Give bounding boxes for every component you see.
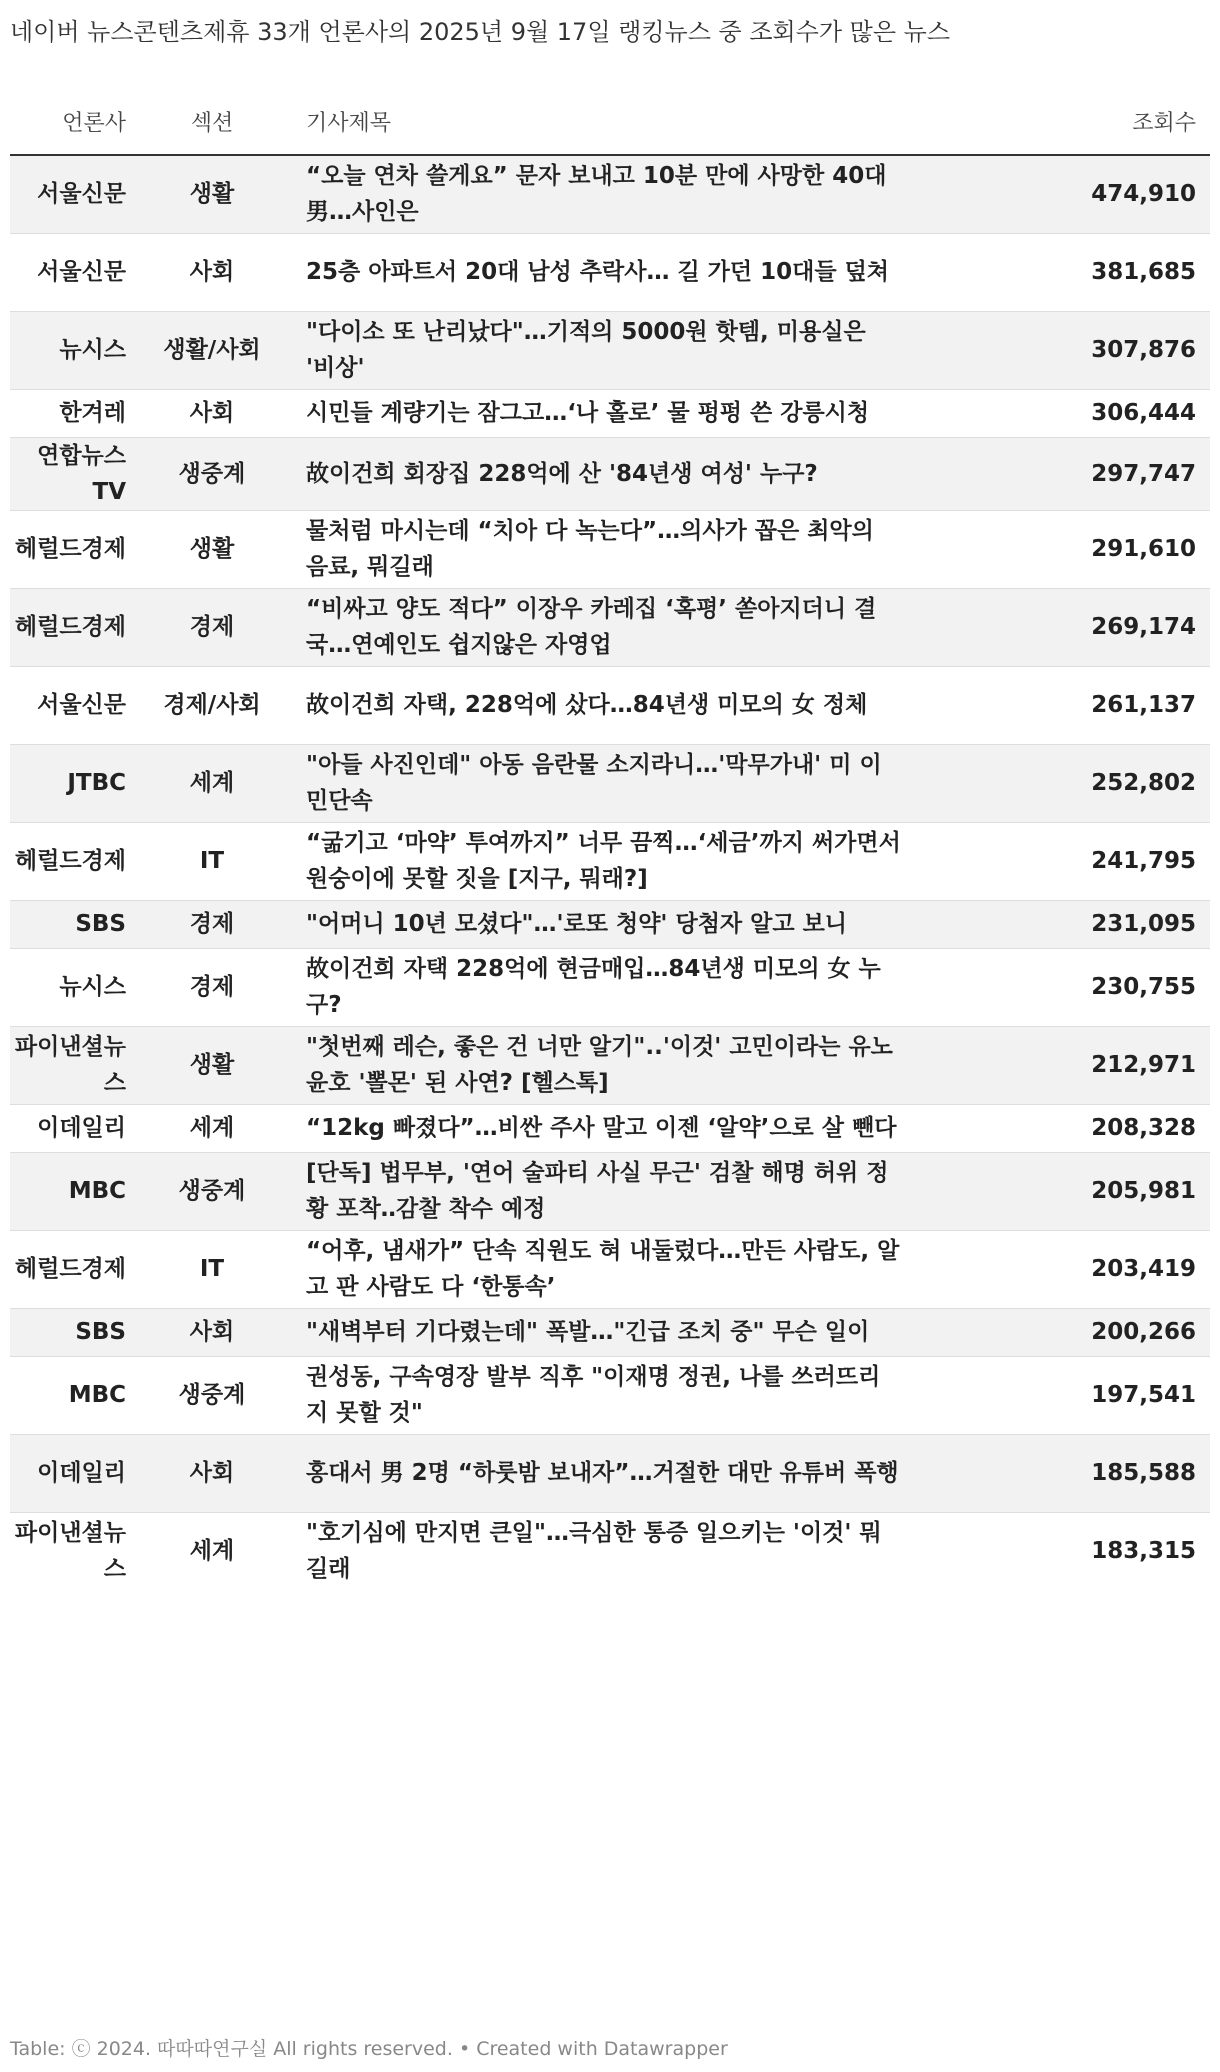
headline-cell[interactable]: “12kg 빠졌다”…비싼 주사 말고 이젠 ‘알약’으로 살 뺀다	[292, 1104, 932, 1152]
section-cell: 세계	[132, 744, 292, 822]
table-body	[10, 155, 1210, 1590]
views-cell: 212,971	[932, 1026, 1210, 1104]
headline-cell[interactable]: “어후, 냄새가” 단속 직원도 혀 내둘렀다…만든 사람도, 알고 판 사람도 다 ‘한통속’	[292, 1230, 932, 1308]
section-cell: 경제	[132, 588, 292, 666]
publisher-cell: 이데일리	[10, 1434, 132, 1512]
section-cell: 경제	[132, 900, 292, 948]
column-header-section[interactable]: 섹션	[132, 88, 292, 155]
table-row	[10, 437, 1210, 510]
headline-cell[interactable]: 물처럼 마시는데 “치아 다 녹는다”…의사가 꼽은 최악의 음료, 뭐길래	[292, 510, 932, 588]
headline-cell[interactable]: 시민들 계량기는 잠그고…‘나 홀로’ 물 펑펑 쓴 강릉시청	[292, 389, 932, 437]
section-cell: 사회	[132, 233, 292, 311]
section-cell: 사회	[132, 389, 292, 437]
table-row	[10, 744, 1210, 822]
headline-cell[interactable]: 권성동, 구속영장 발부 직후 "이재명 정권, 나를 쓰러뜨리지 못할 것"	[292, 1356, 932, 1434]
views-cell: 291,610	[932, 510, 1210, 588]
publisher-cell: 서울신문	[10, 233, 132, 311]
publisher-cell: SBS	[10, 900, 132, 948]
views-cell: 474,910	[932, 155, 1210, 233]
table-row	[10, 1230, 1210, 1308]
views-cell: 297,747	[932, 437, 1210, 510]
table-row	[10, 822, 1210, 900]
column-header-publisher[interactable]: 언론사	[10, 88, 132, 155]
publisher-cell: MBC	[10, 1356, 132, 1434]
publisher-cell: 헤럴드경제	[10, 588, 132, 666]
headline-cell[interactable]: "첫번째 레슨, 좋은 건 너만 알기"..'이것' 고민이라는 유노윤호 '뽈몬' 된 사연? [헬스톡]	[292, 1026, 932, 1104]
section-cell: 사회	[132, 1308, 292, 1356]
section-cell: 사회	[132, 1434, 292, 1512]
table-row	[10, 1308, 1210, 1356]
table-row	[10, 588, 1210, 666]
table-row	[10, 1356, 1210, 1434]
views-cell: 381,685	[932, 233, 1210, 311]
table-row	[10, 155, 1210, 233]
publisher-cell: 헤럴드경제	[10, 510, 132, 588]
views-cell: 183,315	[932, 1512, 1210, 1590]
views-cell: 307,876	[932, 311, 1210, 389]
table-row	[10, 900, 1210, 948]
views-cell: 306,444	[932, 389, 1210, 437]
headline-cell[interactable]: 故이건희 자택 228억에 현금매입…84년생 미모의 女 누구?	[292, 948, 932, 1026]
section-cell: 생활	[132, 1026, 292, 1104]
publisher-cell: JTBC	[10, 744, 132, 822]
publisher-cell: 서울신문	[10, 155, 132, 233]
views-cell: 261,137	[932, 666, 1210, 744]
publisher-cell: 파이낸셜뉴스	[10, 1512, 132, 1590]
views-cell: 205,981	[932, 1152, 1210, 1230]
views-cell: 252,802	[932, 744, 1210, 822]
table-footer: Table: ⓒ 2024. 따따따연구실 All rights reserved. • Created with Datawrapper	[10, 2038, 728, 2060]
table-row	[10, 1434, 1210, 1512]
views-cell: 208,328	[932, 1104, 1210, 1152]
publisher-cell: 연합뉴스TV	[10, 437, 132, 510]
headline-cell[interactable]: “굶기고 ‘마약’ 투여까지” 너무 끔찍…‘세금’까지 써가면서 원숭이에 못할 짓을 [지구, 뭐래?]	[292, 822, 932, 900]
table-row	[10, 666, 1210, 744]
headline-cell[interactable]: "호기심에 만지면 큰일"…극심한 통증 일으키는 '이것' 뭐길래	[292, 1512, 932, 1590]
headline-cell[interactable]: "다이소 또 난리났다"…기적의 5000원 핫템, 미용실은 '비상'	[292, 311, 932, 389]
table-row	[10, 1026, 1210, 1104]
headline-cell[interactable]: "아들 사진인데" 아동 음란물 소지라니…'막무가내' 미 이민단속	[292, 744, 932, 822]
publisher-cell: 뉴시스	[10, 311, 132, 389]
publisher-cell: 뉴시스	[10, 948, 132, 1026]
section-cell: 경제/사회	[132, 666, 292, 744]
views-cell: 230,755	[932, 948, 1210, 1026]
section-cell: IT	[132, 822, 292, 900]
headline-cell[interactable]: “오늘 연차 쓸게요” 문자 보내고 10분 만에 사망한 40대男…사인은	[292, 155, 932, 233]
views-cell: 200,266	[932, 1308, 1210, 1356]
column-header-views[interactable]: 조회수	[932, 88, 1210, 155]
headline-cell[interactable]: [단독] 법무부, '연어 술파티 사실 무근' 검찰 해명 허위 정황 포착‥감찰 착수 예정	[292, 1152, 932, 1230]
table-row	[10, 1512, 1210, 1590]
publisher-cell: 헤럴드경제	[10, 1230, 132, 1308]
section-cell: IT	[132, 1230, 292, 1308]
views-cell: 197,541	[932, 1356, 1210, 1434]
ranking-table	[10, 88, 1210, 1590]
table-header-row	[10, 88, 1210, 155]
table-row	[10, 510, 1210, 588]
views-cell: 185,588	[932, 1434, 1210, 1512]
views-cell: 269,174	[932, 588, 1210, 666]
section-cell: 생활/사회	[132, 311, 292, 389]
views-cell: 241,795	[932, 822, 1210, 900]
section-cell: 생중계	[132, 1356, 292, 1434]
publisher-cell: 이데일리	[10, 1104, 132, 1152]
section-cell: 세계	[132, 1104, 292, 1152]
publisher-cell: 헤럴드경제	[10, 822, 132, 900]
views-cell: 231,095	[932, 900, 1210, 948]
section-cell: 생활	[132, 510, 292, 588]
section-cell: 생활	[132, 155, 292, 233]
publisher-cell: MBC	[10, 1152, 132, 1230]
page-title: 네이버 뉴스콘텐츠제휴 33개 언론사의 2025년 9월 17일 랭킹뉴스 중 조회수가 많은 뉴스	[10, 18, 951, 46]
table-row	[10, 948, 1210, 1026]
publisher-cell: 한겨레	[10, 389, 132, 437]
table-row	[10, 311, 1210, 389]
table-row	[10, 233, 1210, 311]
publisher-cell: 파이낸셜뉴스	[10, 1026, 132, 1104]
headline-cell[interactable]: 故이건희 회장집 228억에 산 '84년생 여성' 누구?	[292, 437, 932, 510]
headline-cell[interactable]: 故이건희 자택, 228억에 샀다…84년생 미모의 女 정체	[292, 666, 932, 744]
headline-cell[interactable]: "새벽부터 기다렸는데" 폭발…"긴급 조치 중" 무슨 일이	[292, 1308, 932, 1356]
table-row	[10, 1104, 1210, 1152]
headline-cell[interactable]: "어머니 10년 모셨다"…'로또 청약' 당첨자 알고 보니	[292, 900, 932, 948]
section-cell: 세계	[132, 1512, 292, 1590]
section-cell: 생중계	[132, 1152, 292, 1230]
table-row	[10, 389, 1210, 437]
column-header-headline[interactable]: 기사제목	[292, 88, 932, 155]
views-cell: 203,419	[932, 1230, 1210, 1308]
headline-cell[interactable]: “비싸고 양도 적다” 이장우 카레집 ‘혹평’ 쏟아지더니 결국…연예인도 쉽지않은 자영업	[292, 588, 932, 666]
headline-cell[interactable]: 25층 아파트서 20대 남성 추락사… 길 가던 10대들 덮쳐	[292, 233, 932, 311]
table-row	[10, 1152, 1210, 1230]
publisher-cell: SBS	[10, 1308, 132, 1356]
publisher-cell: 서울신문	[10, 666, 132, 744]
headline-cell[interactable]: 홍대서 男 2명 “하룻밤 보내자”…거절한 대만 유튜버 폭행	[292, 1434, 932, 1512]
section-cell: 경제	[132, 948, 292, 1026]
section-cell: 생중계	[132, 437, 292, 510]
